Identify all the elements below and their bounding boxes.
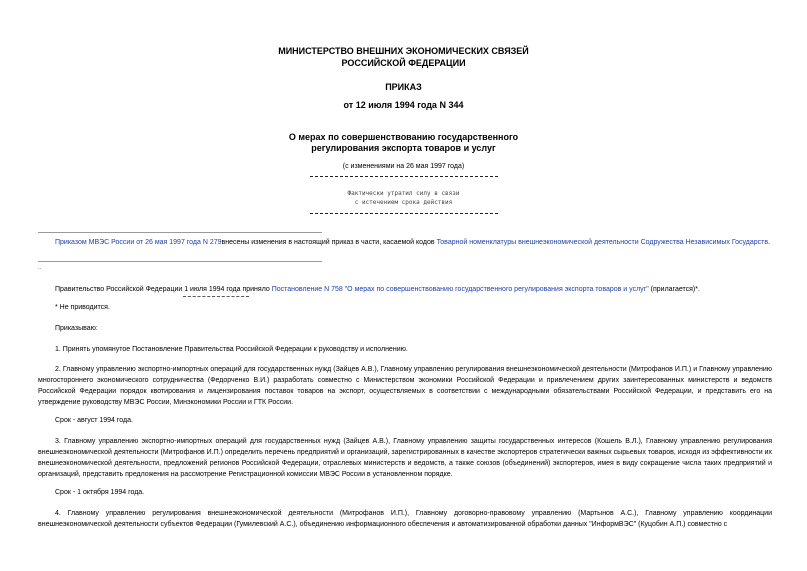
- paragraph-item-3: 3. Главному управлению экспортно-импортных операций для государственных нужд (Зайцев А.В.), Главному управлению защиты государственных интересов (Кошель В.Л.), Главному управлению регулирования внешнеэкономической деятельности (Митрофанов И.П.) определить перечень предприятий и организаций, зарегистрированных в качестве экспортеров стратегически важных сырьевых товаров, исходя из эффективности их внешнеэкономической деятельности, предложений регионов Российской Федерации, отраслевых министерств и ведомств, а также союзов (объединений) экспортеров, имея в виду сокращение числа таких предприятий и организаций, представить предложения на рассмотрение Регистрационной комиссии МВЭС России в установленном порядке.: [38, 438, 772, 478]
- footnote-divider: [183, 296, 249, 297]
- deadline-1: Срок - август 1994 года.: [55, 417, 133, 424]
- amendment-order-link[interactable]: Приказом МВЭС России от 26 мая 1997 года N 279: [55, 239, 222, 246]
- amendment-text: внесены изменения в настоящий приказ в части, касаемой кодов: [221, 239, 437, 246]
- paragraph-1: [38, 284, 772, 295]
- tnved-link[interactable]: Товарной номенклатуры внешнеэкономической деятельности Содружества Независимых Государств: [436, 239, 769, 246]
- changes-note: (с изменениями на 26 мая 1997 года): [342, 163, 465, 170]
- amendment-text-end: .: [768, 239, 771, 246]
- order-keyword: Приказываю:: [55, 325, 98, 332]
- resolution-758-link[interactable]: Постановление N 758 "О мерах по совершенствованию государственного регулирования экспорта товаров и услуг": [271, 286, 649, 293]
- tiny-mark: ..: [38, 265, 42, 271]
- paragraph-1-text: Правительство Российской Федерации 1 июля 1994 года приняло: [55, 286, 272, 293]
- document-title-line1: О мерах по совершенствованию государственного: [288, 132, 519, 142]
- status-line1: Фактически утратил силу в связи: [347, 190, 460, 197]
- paragraph-item-1: 1. Принять упомянутое Постановление Правительства Российской Федерации к руководству и исполнению.: [55, 346, 408, 353]
- status-line2: с истечением срока действия: [354, 199, 453, 206]
- document-type: ПРИКАЗ: [385, 82, 422, 92]
- paragraph-item-2: 2. Главному управлению экспортно-импортных операций для государственных нужд (Зайцев А.В.), Главному управлению регулирования внешнеэкономической деятельности (Митрофанов И.П.) и Главному управлению многостороннего экономического сотрудничества (Федорченко В.И.) разработать совместно с Министерством экономики Российской Федерации и привлечением других заинтересованных министерств и ведомств Российской Федерации порядок квотирования и лицензирования поставок товаров на экспорт, осуществляемых в соответствии с международными обязательствами Российской Федерации, и представить его на утверждение руководству МВЭС России, Минэкономики России и ГТК России.: [38, 366, 772, 406]
- status-divider-bottom: [310, 213, 498, 214]
- deadline-2: Срок - 1 октября 1994 года.: [55, 489, 145, 496]
- paragraph-item-4: 4. Главному управлению регулирования внешнеэкономической деятельности (Митрофанов И.П.), Главному договорно-правовому управлению (Мартынов А.С.), Главному управлению координации внешнеэкономической деятельности субъектов Федерации (Гумилевский А.С.), объединению информационного обеспечения и автоматизированной обработки данных "ИнформВЭС" (Куцобин А.П.) совместно с: [38, 510, 772, 528]
- ministry-name-line2: РОССИЙСКОЙ ФЕДЕРАЦИИ: [341, 58, 466, 68]
- note-rule-top: [38, 232, 322, 233]
- document-title-line2: регулирования экспорта товаров и услуг: [311, 143, 496, 153]
- document-date: от 12 июля 1994 года N 344: [343, 100, 464, 110]
- amendment-note: [38, 237, 772, 248]
- note-rule-bottom: [38, 261, 322, 262]
- ministry-name-line1: МИНИСТЕРСТВО ВНЕШНИХ ЭКОНОМИЧЕСКИХ СВЯЗЕЙ: [278, 46, 529, 56]
- paragraph-1-text-end: (прилагается)*.: [648, 286, 700, 293]
- status-divider-top: [310, 176, 498, 177]
- footnote: * Не приводится.: [55, 304, 110, 311]
